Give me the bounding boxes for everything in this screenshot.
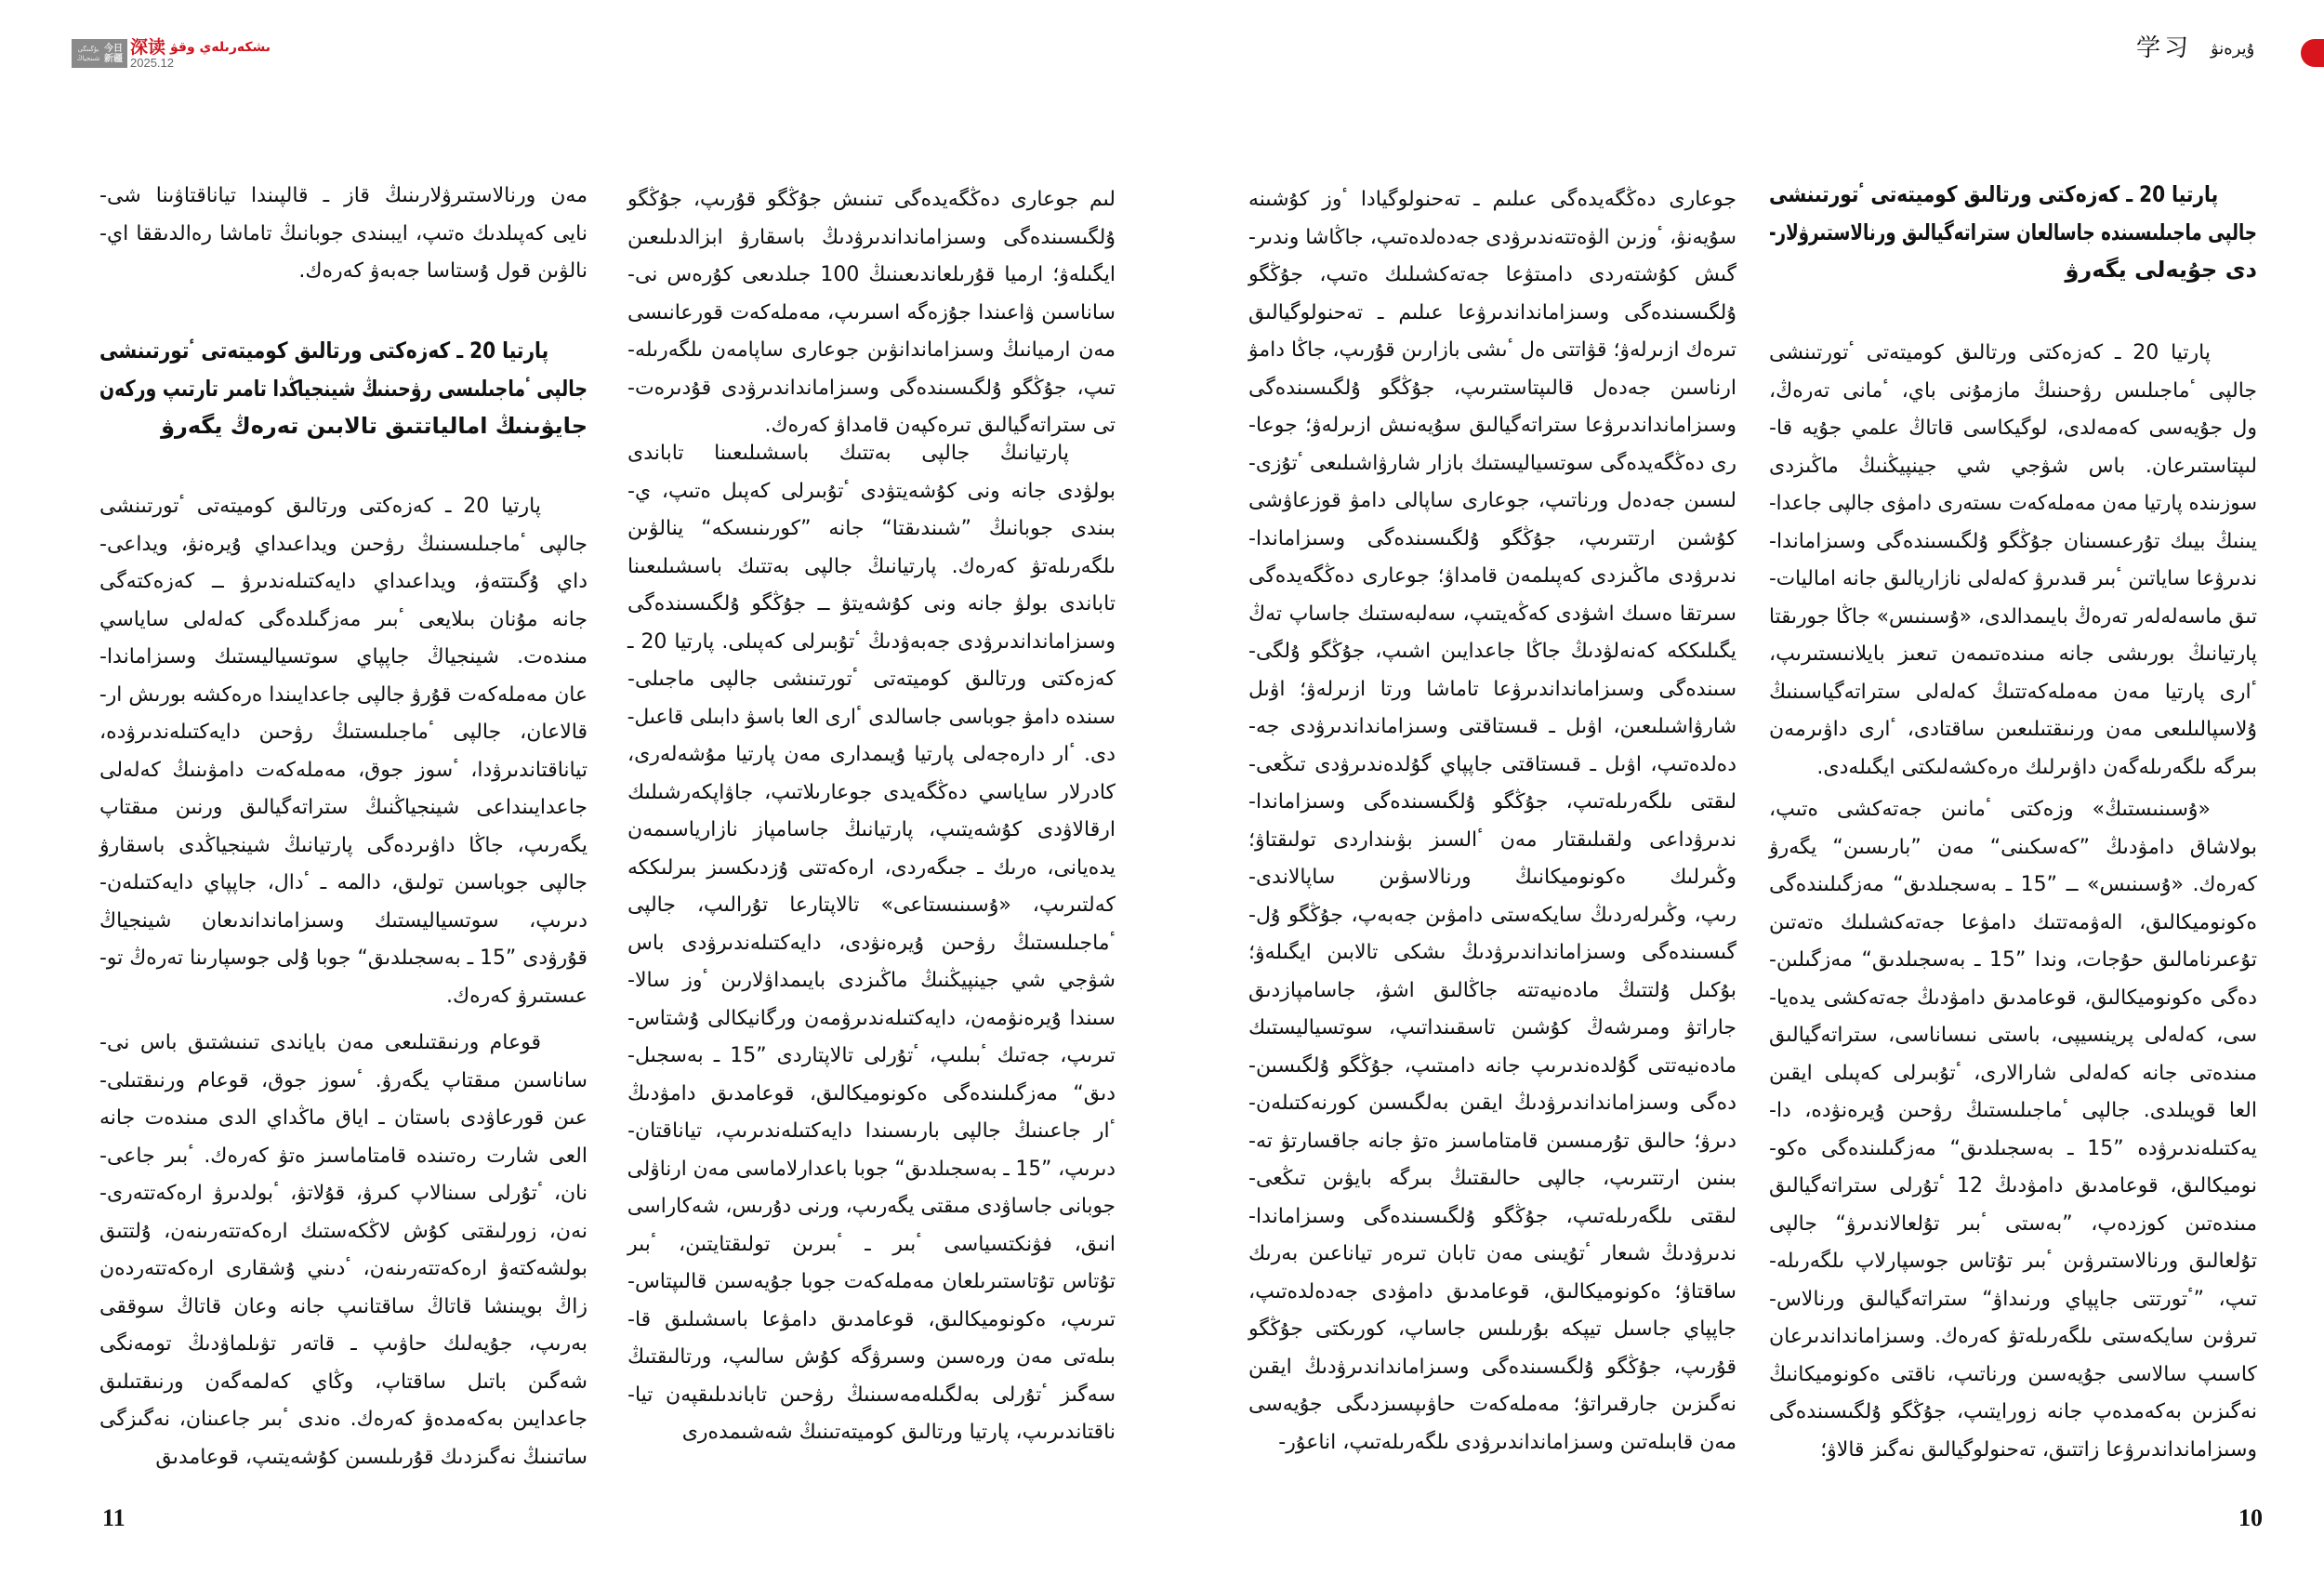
text-line (627, 1076, 1116, 1114)
section-tab-marker (2301, 39, 2324, 67)
text-line (1248, 370, 1736, 408)
text-line-content: شارۋاشىلىعىن، اۋىل ـ قىستاقتى وسىزامانداندىرۋدى جە- (1248, 715, 1736, 738)
text-line-content: دەگى وسىزامانداندىرۋدىڭ ايقىن بەلگىسىن كورنەكتىلەن- (1248, 1092, 1736, 1115)
text-line (627, 774, 1116, 813)
text-line-content: پارتيا 20 ـ كەزەكتى ورتالىق كوميتەتى ٴتورتىنشى (99, 495, 541, 518)
text-line-content: تۇلعالىق ورنالاستىرۋىن ٴبىر تۇتاس جوسپارلاپ ىلگەرىلە- (1769, 1250, 2257, 1273)
text-line (1769, 335, 2257, 373)
text-line (627, 332, 1116, 370)
text-line-content: لىپتاستىرعان. باس شۋجي شي جينپيڭنىڭ ماڭىزدى (1769, 454, 2257, 478)
text-line (627, 1188, 1116, 1226)
text-line-content: ٴماجىلىستىڭ رۋحىن ۇيرەنۋدى، دايەكتىلەندىرۋدى باس (627, 931, 1116, 955)
text-line (1248, 332, 1736, 370)
text-line (1248, 445, 1736, 483)
text-line (99, 752, 588, 790)
logo-kazakh-text: بۇگىنگى شىنجياڭ (76, 45, 100, 62)
text-line-content: بىرگە ىلگەرىلەگەن داۋىرلىك ەرەكشەلىكتى ايگىلەدى. (1816, 755, 2257, 779)
section-heading (1769, 176, 2257, 289)
text-line (1248, 1085, 1736, 1123)
text-line-content: جالپى ٴماجىلىسىنىڭ رۋحىن ويداعىداي ۇيرەنۋ، ويداعى- (99, 532, 588, 556)
text-line (99, 1401, 588, 1439)
text-line-content: مەن قابىلەتىن وسىزامانداندىرۋدى ىلگەرىلەتىپ، اناعۇر- (1278, 1430, 1736, 1454)
text-line (1248, 784, 1736, 822)
page-number-left: 11 (102, 1504, 125, 1531)
paragraph (1769, 791, 2257, 1469)
text-line-content: قۇرۋدى ”15 ـ بەسجىلدىق“ جوبا ۇلى جوسپارىنا تەرەڭ تو- (99, 946, 588, 970)
text-line (1248, 558, 1736, 596)
text-line-content: تىق ماسەلەلەر تەرەڭ بايىمدالدى، «ۇسىنىس» جاڭا جورىقتا (1769, 604, 2257, 629)
paragraph (99, 1025, 588, 1476)
text-line (1248, 1386, 1736, 1424)
text-line (1248, 1311, 1736, 1349)
paragraph (1769, 335, 2257, 787)
text-line-content: ۇلگىسىندەگى وسىزامانداندىرۋعا عىلىم ـ تەحنولوگيالىق (1248, 300, 1736, 324)
text-line (1248, 1274, 1736, 1312)
page-number-right: 10 (2238, 1504, 2263, 1531)
text-line (1248, 219, 1736, 258)
text-line (627, 370, 1116, 408)
text-line (627, 1264, 1116, 1302)
text-line-content: عىن قورعاۋدى باستان ـ اياق ماڭداي الدى مىندەت جانە (99, 1106, 588, 1130)
text-line (1769, 1281, 2257, 1319)
text-line (1769, 1243, 2257, 1281)
text-line-content: يگىلىككە كەنەلۋدىڭ جاڭا جاعدايىن اشىپ، جۇڭگو ۇلگى- (1248, 640, 1736, 663)
text-line-content: قۇرىپ، جۇڭگو ۇلگىسىندەگى وسىزامانداندىرۋدىڭ ايقىن (1248, 1355, 1736, 1379)
text-line-content: نەگىزىن بەكەمدەپ جانە زورايتىپ، جۇڭگو ۇلگىسىندەگى (1769, 1400, 2257, 1423)
text-line (627, 850, 1116, 888)
text-line-content: ناقتاندىرىپ، پارتيا ورتالىق كوميتەتىنىڭ شەشىمدەرى (681, 1421, 1116, 1444)
text-line-content: عان مەملەكەت قۇرۋ جالپى جاعدايىندا ەرەكشە بورىش ار- (99, 682, 588, 707)
text-line (1769, 711, 2257, 749)
text-line (627, 586, 1116, 624)
text-line (99, 940, 588, 978)
text-line-content: العا قويىلدى. جالپى ٴماجىلىستىڭ رۋحىن ۇيرەنۋدە، دا- (1769, 1099, 2257, 1122)
text-line-content: سەگىز ٴتۇرلى بەلگىلەمەسىنىڭ رۋحىن تاباندىلىقپەن تيا- (627, 1383, 1116, 1407)
text-line-content: گىسىندەگى وسىزامانداندىرۋدىڭ ىشكى تالابىن ايگىلەۋ؛ (1248, 941, 1736, 964)
text-line-content: نوميكالىق، قوعامدىق دامۋدىڭ 12 ٴتۇرلى ستراتەگيالىق (1769, 1174, 2257, 1198)
text-line-content: يەكتىلەندىرۋدە ”15 ـ بەسجىلدىق“ مەزگىلىندەگى ەكو- (1769, 1136, 2257, 1160)
text-line-content: تىرىپ، جەتىك ٴبىلىپ، ٴتۇرلى تالاپتاردى ”15 ـ بەسجىل- (627, 1044, 1116, 1067)
text-line (99, 1289, 588, 1327)
text-line (1769, 674, 2257, 712)
text-line-content: دى جۇيەلى يگەرۋ (2065, 257, 2257, 283)
text-line-content: العى شارت رەتىندە قامتاماسىز ەتۋ كەرەك. ٴبىر جاعى- (99, 1144, 588, 1168)
text-line-content: ندىرۋدى ماڭىزدى كەپىلمەن قامداۋ؛ جوعارى دەڭگەيدەگى (1248, 564, 1736, 588)
text-line (627, 1339, 1116, 1377)
text-line (1248, 934, 1736, 973)
text-line (1769, 1055, 2257, 1093)
text-line (627, 1038, 1116, 1076)
text-line (1248, 1349, 1736, 1387)
text-line-content: لىقتى ىلگەرىلەتىپ، جۇڭگو ۇلگىسىندەگى وسىزاماندا- (1248, 1204, 1736, 1228)
text-line-content: يگەرىپ، جاڭا داۋىردەگى پارتيانىڭ شينجياڭدى باسقارۋ (99, 833, 588, 857)
text-line-content: بۇكىل ۇلتتىڭ مادەنيەتتە جاڭالىق اشۋ، جاسامپازدىق (1248, 978, 1736, 1002)
text-line-content: تىرىپ، ەكونوميكالىق، قوعامدىق دامۋعا باسشىلىق قا- (627, 1307, 1116, 1331)
section-label-chinese: 学习 (2136, 34, 2193, 62)
text-line (627, 661, 1116, 699)
text-line-content: انىق، فۋنكتسياسى ٴبىر ـ ٴبىرىن تولىقتايتىن، ٴبىر (627, 1232, 1116, 1256)
text-line-content: تۇتاس تۇتاستىرىلعان مەملەكەت جوبا جۇيەسىن قالىپتاس- (627, 1270, 1116, 1293)
text-line (1248, 897, 1736, 935)
text-line (99, 1326, 588, 1364)
text-line (1248, 1123, 1736, 1161)
text-line-content: كەلتىرىپ، «ۇسىنىستاعى» تالاپتارعا تۇرالىپ، جالپى (627, 893, 1116, 917)
text-line (99, 216, 588, 254)
text-line-content: پارتيا 20 ـ كەزەكتى ورتالىق كوميتەتى ٴتورتىنشى (1769, 341, 2211, 364)
text-line (1769, 1131, 2257, 1169)
text-line (1769, 523, 2257, 562)
text-line-content: جاعدايىن بەكەمدەۋ كەرەك. ەندى ٴبىر جاعىنان، نەگىزگى (99, 1408, 588, 1431)
text-line-content: سى، كەلەلى پرينسيپى، باستى نىساناسى، ستراتەگيالىق (1769, 1024, 2257, 1047)
text-line-content: كەزەكتى ورتالىق كوميتەتى ٴتورتىنشى جالپى ماجىلى- (627, 668, 1116, 691)
text-line-content: كەرەك. «ۇسىنىس» ــ ”15 ـ بەسجىلدىق“ مەزگىلىندەگى (1769, 873, 2257, 896)
text-line (1248, 1236, 1736, 1274)
text-line (99, 332, 588, 370)
text-line (627, 473, 1116, 511)
section-title-chinese: 深读 (130, 37, 166, 58)
text-line-content: ساناسىن مىقتاپ يگەرۋ. ٴسوز جوق، قوعام ورنىقتىلى- (99, 1068, 588, 1092)
text-line (99, 526, 588, 564)
text-line-content: بولاشاق دامۋدىڭ ”كەسكىنى“ مەن ”بارىسىن“ يگەرۋ (1769, 835, 2257, 859)
section-title-kazakh: ىشكەرىلەي وقۋ (170, 40, 271, 55)
text-line (1769, 867, 2257, 905)
text-line (99, 178, 588, 216)
text-line-content: دىرىپ، سوتسياليستىك وسىزامانداندىعان شينجياڭ (99, 908, 588, 933)
text-line-content: دى. ٴار دارەجەلى پارتيا ۇيىمدارى مەن پارتيا مۇشەلەرى، (627, 743, 1116, 766)
text-line-content: كۇشىن ارتتىرىپ، جۇڭگو ۇلگىسىندەگى وسىزاماندا- (1248, 526, 1736, 550)
paragraph (99, 488, 588, 1015)
text-line-content: يىنىڭ بيىك تۇرعىسىنان جۇڭگو ۇلگىسىندەگى وسىزاماندا- (1769, 529, 2257, 553)
text-line (99, 602, 588, 640)
text-line-content: ندىرۋعا ساياتىن ٴبىر قىدىرۋ كەلەلى نازاريالىق جانە اماليات- (1769, 567, 2257, 590)
text-line (1769, 749, 2257, 787)
text-line-content: مىندەتى جانە كەلەلى شارالارى، ٴتۇبىرلى كەپىلى ايقىن (1769, 1061, 2257, 1085)
text-line-content: پارتيانىڭ بورىشى جانە مىندەتىمەن تىعىز بايلانىستىرىپ، (1769, 642, 2257, 666)
text-line (1248, 671, 1736, 709)
text-line (1769, 791, 2257, 829)
text-line-content: مىندەت. شينجياڭ جاپپاي سوتسياليستىك وسىزاماندا- (99, 645, 588, 668)
text-line (99, 1439, 588, 1477)
text-line (1769, 176, 2257, 214)
text-line-content: تۇعىرنامالىق حۇجات، وندا ”15 ـ بەسجىلدىق“ مەزگىلىن- (1769, 948, 2257, 972)
text-line (627, 1226, 1116, 1264)
text-line-content: بىنىن ارتتىرىپ، جالپى حالىقتىڭ بىرگە بايۋىن تىڭعى- (1248, 1167, 1736, 1190)
text-line-content: تى ستراتەگيالىق تىرەكپەن قامداۋ كەرەك. (764, 414, 1116, 437)
text-line-content: وسىزامانداندىرۋعا زاتتىق، تەحنولوگيالىق نەگىز قالاۋ؛ (1820, 1437, 2257, 1462)
text-line-content: قوعام ورنىقتىلىعى مەن باياندى تىنىشتىق باس نى- (99, 1031, 541, 1054)
text-line (1248, 596, 1736, 634)
text-line-content: پارتيا 20 ـ كەزەكتى ورتالىق كوميتەتى ٴتورتىنشى (99, 337, 549, 364)
text-line-content: نەگىزىن جارقىراتۋ؛ مەملەكەت حاۋىپسىزدىگى جۇيەسى (1248, 1393, 1736, 1416)
text-line-content: جانە مۇنان بىلايعى ٴبىر مەزگىلدەگى كەلەلى ساياسي (99, 607, 588, 631)
text-line-content: جوعارى دەڭگەيدەگى عىلىم ـ تەحنولوگيادا ٴوز كۇشىنە (1248, 188, 1736, 211)
text-line (1769, 1206, 2257, 1244)
text-line-content: يدەيانى، ەرىك ـ جىگەردى، ارەكەتتى ۇزدىكسىز بىرلىككە (627, 855, 1116, 880)
text-line (627, 1414, 1116, 1452)
text-line-content: رى دەڭگەيدەگى سوتسياليستىك بازار شارۋاشىلىعى ٴتۇزى- (1248, 451, 1736, 475)
text-line-content: جوبانى جاساۋدى مىقتى يگەرىپ، ورنى دۇرىس، شەكاراسى (627, 1195, 1116, 1218)
text-line-content: ارقالاۋدى كۇشەيتىپ، پارتيانىڭ جاسامپاز نازارياسىمەن (627, 818, 1116, 841)
text-line (99, 253, 588, 291)
text-line (1769, 373, 2257, 411)
text-line (1769, 829, 2257, 867)
paragraph (627, 181, 1116, 445)
text-line (1248, 1010, 1736, 1048)
text-line-content: نالۋىن قول ۇستاسا جەبەۋ كەرەك. (298, 259, 588, 283)
text-line-content: سوزىندە پارتيا مەن مەملەكەت ىستەرى دامۋى جالپى جاعدا- (1769, 492, 2257, 515)
text-line-content: بولۋدى جانە ونى كۇشەيتۋدى ٴتۇبىرلى كەپىل ەتىپ، ي- (627, 479, 1116, 503)
text-line (99, 789, 588, 827)
text-line (627, 624, 1116, 662)
text-line-content: تياناقتاندىرۋدا، ٴسوز جوق، مەملەكەت دامۋىنىڭ كەلەلى (99, 758, 588, 782)
text-line-content: ندىرۋداعى ولقىلىقتار مەن ٴالسىز بۋىنداردى تولىقتاۋ؛ (1248, 827, 1736, 852)
text-line-content: قالاعان، جالپى ٴماجىلىستىڭ رۋحىن دايەكتىلەندىرۋدە، (99, 721, 588, 744)
text-line-content: تىپ، ”ٴتورتتى جاپپاي ورنىداۋ“ ستراتەگيالىق ورنالاس- (1769, 1287, 2257, 1311)
text-line-content: جاپپاي جاسىل تيپكە بۇرىلىس جاساپ، كورىكتى جۇڭگو (1248, 1317, 1736, 1341)
article-column-right-page-2 (1248, 0, 1736, 1588)
text-line (627, 1302, 1116, 1340)
text-line-content: ول جۇيەسى كەمەلدى، لوگيكاسى قاتاڭ علمي جۇيە قا- (1769, 417, 2257, 440)
text-line (1769, 636, 2257, 674)
text-line-content: دىرۋ؛ حالىق تۇرمىسىن قامتاماسىز ەتۋ جانە جاقسارتۋ تە- (1248, 1129, 1736, 1153)
text-line (1248, 295, 1736, 333)
text-line-content: جايۋىنىڭ امالياتتىق تالابىن تەرەڭ يگەرۋ (161, 413, 588, 439)
text-line (99, 1213, 588, 1251)
text-line-content: عىستىرۋ كەرەك. (446, 984, 588, 1008)
text-line-content: سىندەگى وسىزامانداندىرۋعا تاماشا ورتا ازىرلەۋ؛ اۋىل (1248, 677, 1736, 701)
paragraph (99, 178, 588, 291)
text-line-content: ۇلاسپالىلىعى مەن ورنىقتىلىعىن ساقتادى، ٴارى داۋىرمەن (1769, 718, 2257, 741)
text-line-content: بولشەكتەۋ ارەكەتتەرىنەن، ٴدىني ۇشقارى ارەكەتتەردەن (99, 1257, 588, 1280)
text-line-content: نان، ٴتۇرلى سىنالاپ كىرۋ، قۇلاتۋ، ٴبولدىرۋ ارەكەتتەرى- (99, 1182, 588, 1205)
text-line (99, 714, 588, 752)
text-line (99, 978, 588, 1016)
text-line-content: دەگى ەكونوميكالىق، قوعامدىق دامۋدىڭ جەتەكشى يدەيا- (1769, 986, 2257, 1010)
text-line (627, 295, 1116, 333)
text-line-content: وسىزامانداندىرۋدى جەبەۋدىڭ ٴتۇبىرلى كەپىلى. پارتيا 20 ـ (627, 629, 1116, 654)
section-heading (99, 332, 588, 445)
text-line-content: دەلدەتىپ، اۋىل ـ قىستاقتى جاپپاي گۇلدەندىرۋدى تىڭعى- (1248, 752, 1736, 776)
text-line (99, 1025, 588, 1063)
text-line (1248, 973, 1736, 1011)
text-line (1248, 708, 1736, 747)
text-line (627, 962, 1116, 1000)
text-line-content: نايى كەپىلدىك ەتىپ، ايبىندى جوبانىڭ تاماشا رەالدىققا اي- (99, 221, 588, 245)
text-line (627, 549, 1116, 587)
text-line-content: تىرەك ازىرلەۋ؛ قۋاتتى ەل ٴىشى بازارىن قۇرىپ، جاڭا دامۋ (1248, 338, 1736, 362)
text-line-content: كاسىپ سالاسى جۇيەسىن ورناتىپ، ناقتى ەكونوميكانىڭ (1769, 1362, 2257, 1386)
text-line-content: بىندى جوبانىڭ ”شىندىقتا“ جانە ”كورىنىسكە“ ينالۋىن (627, 517, 1116, 540)
text-line-content: نەن، زورلىقتى كۇش لاڭكەستىك ارەكەتتەرىنەن، ۇلتتىق (99, 1219, 588, 1243)
text-line-content: تىرۋىن سايكەستى ىلگەرىلەتۋ كەرەك. وسىزامانداندىرعان (1769, 1325, 2257, 1348)
text-line (1248, 1160, 1736, 1198)
text-line-content: مەن ورنالاستىرۋلارىنىڭ قاز ـ قالپىندا تياناقتاۋىنا شى- (99, 184, 588, 207)
text-line-content: جاعدايىنداعى شينجياڭنىڭ ستراتەگيالىق ورنىن مىقتاپ (99, 796, 588, 819)
article-column-left-page-1 (627, 0, 1116, 1588)
text-line-content: ٴارى پارتيا مەن مەملەكەتتىڭ كەلەلى ستراتەگياسىنىڭ (1769, 680, 2257, 704)
text-line-content: جاراتۋ ومىرشەڭ كۇشىن تاسقىنداتىپ، سوتسياليستىك (1248, 1016, 1736, 1039)
text-line (1248, 633, 1736, 671)
text-line-content: ٴار جاعىنىڭ جالپى بارىسىندا دايەكتىلەندىرىپ، تياناقتان- (627, 1119, 1116, 1143)
text-line (1769, 1318, 2257, 1356)
text-line (99, 488, 588, 526)
text-line-content: رىپ، وڭىرلەردىڭ سايكەستى دامۋىن جەبەپ، جۇڭگو ۇل- (1248, 903, 1736, 927)
text-line-content: وسىزامانداندىرۋعا ستراتەگيالىق سۇيەنىش ازىرلەۋ؛ جوعا- (1248, 414, 1736, 437)
text-line (99, 563, 588, 602)
text-line (627, 1000, 1116, 1039)
text-line-content: ساقتاۋ؛ ەكونوميكالىق، قوعامدىق دامۋدى جەدەلدەتىپ، (1248, 1279, 1736, 1303)
text-line (1248, 747, 1736, 785)
text-line-content: پارتيانىڭ جالپى بەتتىك باسشىلىعىنا تاباندى (627, 442, 1069, 465)
article-column-left-page-2 (99, 0, 588, 1588)
text-line (99, 1175, 588, 1213)
text-line-content: مەن ارميانىڭ وسىزاماندانۋىن جوعارى ساپامەن ىلگەرىلە- (627, 338, 1116, 362)
text-line (99, 1063, 588, 1101)
text-line-content: ەكونوميكالىق، الەۋمەتتىك دامۋعا جەتەكشىلىك ەتەتىن (1769, 910, 2257, 934)
text-line-content: ۇلگىسىندەگى وسىزامانداندىرۋدىڭ باسقارۋ ابزالدىلىعىن (627, 225, 1116, 249)
section-label-kazakh: ۇيرەنۋ (2211, 39, 2255, 59)
text-line (1248, 181, 1736, 219)
text-line-content: دىق“ مەزگىلىندەگى ەكونوميكالىق، قوعامدىق دامۋدىڭ (627, 1081, 1116, 1105)
text-line (627, 1151, 1116, 1189)
logo-chinese-text: 今日新疆 (104, 43, 123, 64)
text-line-content: لىم جوعارى دەڭگەيدەگى تىنىش جۇڭگو قۇرىپ، جۇڭگو (627, 188, 1116, 211)
text-line (99, 1251, 588, 1289)
text-line (627, 257, 1116, 295)
text-line (1769, 905, 2257, 943)
text-line-content: تاباندى بولۋ جانە ونى كۇشەيتۋ ــ جۇڭگو ۇلگىسىندەگى (627, 592, 1116, 615)
text-line (99, 407, 588, 445)
text-line (627, 435, 1116, 473)
text-line (99, 677, 588, 715)
text-line (1769, 410, 2257, 448)
text-line (627, 925, 1116, 963)
article-column-right-page-1 (1769, 0, 2257, 1588)
text-line-content: شۋجي شي جينپيڭنىڭ ماڭىزدى بايىمداۋلارىن ٴوز سالا- (627, 969, 1116, 992)
text-line (1769, 448, 2257, 486)
text-line (99, 865, 588, 903)
text-line (1248, 407, 1736, 445)
text-line (1248, 1048, 1736, 1086)
text-line-content: بەرىپ، جۇيەلىك حاۋىپ ـ قاتەر تۋىلماۋدىڭ تومەنگى (99, 1332, 588, 1356)
text-line (1248, 521, 1736, 559)
text-line (99, 639, 588, 677)
text-line (1248, 859, 1736, 897)
text-line (99, 1100, 588, 1138)
text-line (627, 812, 1116, 850)
text-line (1769, 980, 2257, 1018)
text-line (627, 1377, 1116, 1415)
text-line (1769, 942, 2257, 980)
text-line (99, 370, 588, 408)
text-line-content: جالپى ماجىلىسىندە جاسالعان ستراتەگيالىق ورنالاستىرۋلار- (1768, 218, 2257, 245)
text-line (1248, 257, 1736, 295)
text-line-content: پارتيا 20 ـ كەزەكتى ورتالىق كوميتەتى ٴتورتىنشى (1769, 181, 2219, 207)
text-line-content: ساناسىن ۋاعىندا جۇزەگە اسىرىپ، مەملەكەت قورعانىسى (627, 300, 1116, 324)
text-line-content: لىسىن جەدەل ورناتىپ، جوعارى ساپالى دامۋ قوزعاۋشى (1248, 489, 1736, 512)
text-line-content: ايگىلەۋ؛ ارميا قۇرىلعاندىعىنىڭ 100 جىلدىعى كۇرەس نى- (627, 263, 1116, 286)
text-line-content: كادرلار ساياسي دەڭگەيدى جوعارىلاتىپ، جاۋاپكەرشىلىك (627, 780, 1116, 804)
text-line (1248, 1424, 1736, 1462)
text-line (1769, 214, 2257, 252)
text-line-content: جالپى ٴماجىلىسى رۋحىنىڭ شينجياڭدا تامىر تارتىپ وركەن (99, 375, 588, 402)
text-line (1769, 1092, 2257, 1131)
issue-date: 2025.12 (130, 56, 174, 70)
text-line (627, 1113, 1116, 1151)
text-line-content: سىرتقا ەسىك اشۋدى كەڭەيتىپ، سەلبەستىك جاساپ تەڭ (1248, 602, 1736, 626)
text-line (99, 827, 588, 866)
text-line-content: مىندەتىن كوزدەپ، ”بەستى ٴبىر تۇلعالاندىرۋ“ جالپى (1769, 1211, 2257, 1236)
text-line (1769, 599, 2257, 637)
text-line (1769, 251, 2257, 289)
text-line (627, 181, 1116, 219)
text-line (627, 510, 1116, 549)
text-line-content: تىپ، جۇڭگو ۇلگىسىندەگى وسىزامانداندىرۋدى قۇدىرەت- (627, 376, 1116, 400)
text-line-content: ىلگەرىلەتۋ كەرەك. پارتيانىڭ جالپى بەتتىك باسشىلىعىنا (627, 554, 1116, 578)
text-line-content: گىش كۇشتەردى دامىتۋعا جەتەكشىلىك ەتىپ، جۇڭگو (1248, 263, 1736, 286)
text-line (1248, 822, 1736, 860)
text-line-content: ارناسىن جەدەل قالىپتاستىرىپ، جۇڭگو ۇلگىسىندەگى (1248, 376, 1736, 400)
text-line (1769, 1017, 2257, 1055)
text-line-content: وڭىرلىك ەكونوميكانىڭ ورنالاسۋىن ساپالاندى- (1248, 866, 1736, 889)
text-line-content: سۇيەنۋ، ٴوزىن الۋەتتەندىرۋدى جەدەلدەتىپ، جاڭاشا وندىر- (1248, 225, 1736, 249)
paragraph (627, 435, 1116, 1452)
text-line-content: داي ۇگىتتەۋ، ويداعىداي دايەكتىلەندىرۋ ــ كەزەكتەگى (99, 570, 588, 593)
text-line (627, 736, 1116, 774)
text-line-content: شەگىن باتىل ساقتاپ، وڭاي كەلمەگەن ورنىقتىلىق (99, 1370, 588, 1394)
text-line (99, 903, 588, 941)
text-line-content: سىندا ۇيرەنۋمەن، دايەكتىلەندىرۋمەن ورگانيكالى ۇشتاس- (627, 1006, 1116, 1030)
text-line-content: «ۇسىنىستىڭ» وزەكتى ٴمانىن جەتەكشى ەتىپ، (1769, 798, 2211, 821)
text-line (99, 1138, 588, 1176)
text-line-content: مادەنيەتتى گۇلدەندىرىپ جانە دامىتىپ، جۇڭگو ۇلگىسىن- (1248, 1053, 1736, 1078)
text-line (1769, 561, 2257, 599)
text-line (627, 219, 1116, 258)
text-line (1248, 483, 1736, 521)
text-line-content: لىقتى ىلگەرىلەتىپ، جۇڭگو ۇلگىسىندەگى وسىزاماندا- (1248, 790, 1736, 814)
text-line (627, 699, 1116, 737)
text-line-content: دىرىپ، ”15 ـ بەسجىلدىق“ جوبا باعدارلاماسى مەن ارناۋلى (627, 1157, 1116, 1181)
text-line (1769, 1168, 2257, 1206)
text-line (1248, 1198, 1736, 1237)
text-line (1769, 1356, 2257, 1395)
text-line (99, 1364, 588, 1402)
text-line-content: ساتىنىڭ نەگىزدىك قۇرىلىسىن كۇشەيتىپ، قوعامدىق (155, 1445, 588, 1469)
text-line (627, 887, 1116, 925)
text-line (1769, 1394, 2257, 1432)
text-line-content: سىندە دامۋ جوباسى جاسالدى ٴارى العا باسۋ دابىلى قاعىل- (627, 705, 1116, 729)
paragraph (1248, 181, 1736, 1462)
text-line-content: جالپى جوباسىن تولىق، دالمە ـ ٴدال، جاپپاي دايەكتىلەن- (99, 871, 588, 894)
text-line (1769, 485, 2257, 523)
text-line (1769, 1432, 2257, 1470)
text-line-content: بىلەتى مەن ورەسىن وسىرۋگە كۇش سالىپ، ورتالىقتىڭ (627, 1345, 1116, 1369)
text-line-content: زاڭ بويىنشا قاتاڭ ساقتانىپ جانە وعان قاتاڭ سوققى (99, 1294, 588, 1318)
text-line-content: ندىرۋدىڭ شىعار ٴتۇيىنى مەن تابان تىرەر تياناعىن بەرىك (1248, 1242, 1736, 1265)
text-line-content: جالپى ٴماجىلىس رۋحىنىڭ مازمۇنى باي، ٴمانى تەرەڭ، (1769, 378, 2257, 403)
